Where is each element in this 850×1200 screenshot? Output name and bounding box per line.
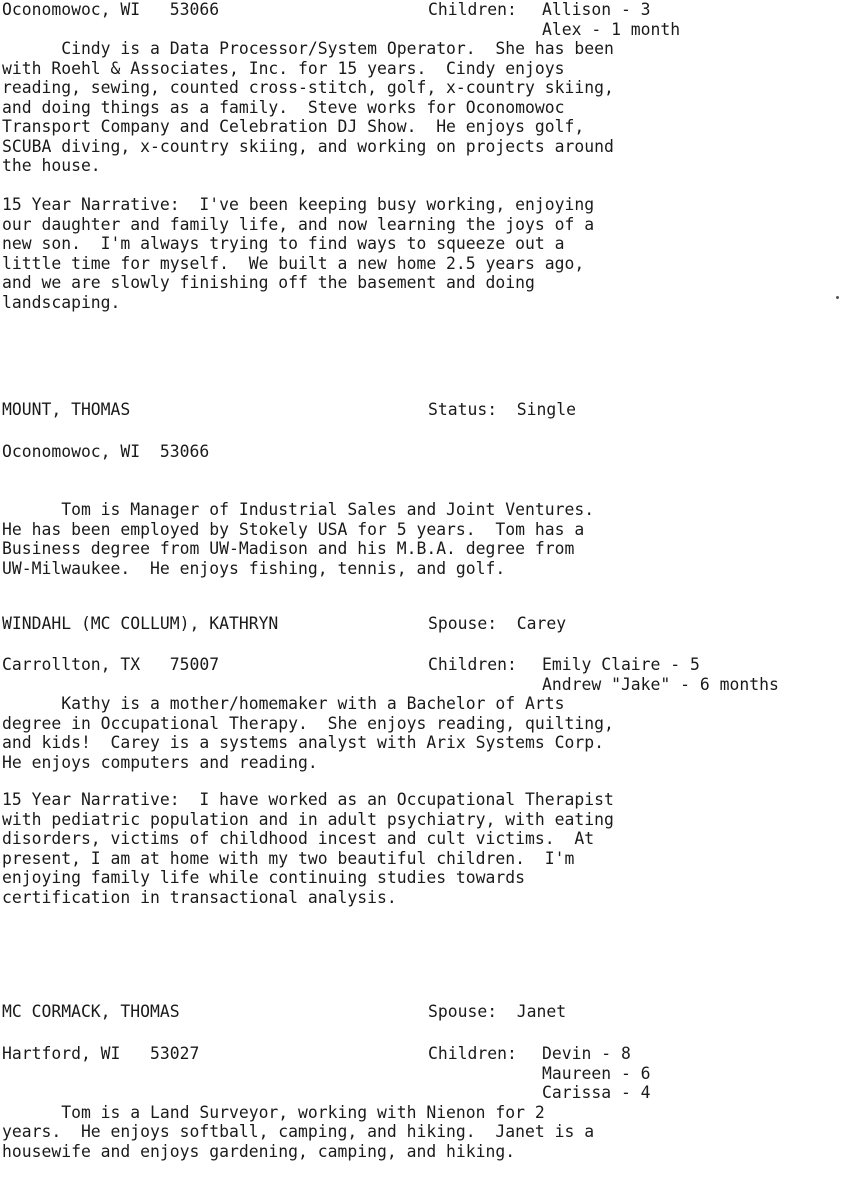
entry1-narrative: 15 Year Narrative: I've been keeping busy working, enjoying our daughter and family life, and now learning the joys of a new son. I'm always trying to find ways to squeeze out a little time for myself. We built a new home 2.5 years ago, and we are slowly finishing off the basement and doing landscaping. (2, 195, 595, 312)
entry1-bio: Cindy is a Data Processor/System Operator. She has been with Roehl & Associates, Inc. for 15 years. Cindy enjoys reading, sewing, counted cross-stitch, golf, x-country skiing, and doing things as a family. Steve works for Oconomowoc Transport Company and Celebration DJ Show. He enjoys golf, SCUBA diving, x-country skiing, and working on projects around the house. (2, 39, 614, 175)
entry3-child-1: Emily Claire - 5 (542, 655, 700, 674)
entry4-city: Hartford, WI 53027 (2, 1044, 200, 1063)
entry4-child-2: Maureen - 6 (542, 1063, 651, 1083)
entry4-name: MC CORMACK, THOMAS (2, 1002, 180, 1021)
entry3-children-label: Children: (428, 655, 517, 674)
entry2-city: Oconomowoc, WI 53066 (2, 442, 210, 461)
entry3-bio: Kathy is a mother/homemaker with a Bachelor of Arts degree in Occupational Therapy. She enjoys reading, quilting, and kids! Carey is a systems analyst with Arix Systems Corp. He enjoys computers and reading. (2, 694, 614, 772)
entry4-bio: Tom is a Land Surveyor, working with Nienon for 2 years. He enjoys softball, camping, and hiking. Janet is a housewife and enjoys gardening, camping, and hiking. (2, 1102, 595, 1161)
entry2-status: Status: Single (428, 400, 577, 419)
entry3-city: Carrollton, TX 75007 (2, 655, 220, 674)
entry2-bio: Tom is Manager of Industrial Sales and Joint Ventures. He has been employed by Stokely USA for 5 years. Tom has a Business degree from UW-Madison and his M.B.A. degree from UW-Milwaukee. He enjoys fishing, tennis, and golf. (2, 500, 595, 578)
entry3-spouse: Spouse: Carey (428, 614, 567, 633)
entry3-narrative: 15 Year Narrative: I have worked as an Occupational Therapist with pediatric population and in adult psychiatry, with eating disorders, victims of childhood incest and cult victims. At present, I am at home with my two beautiful children. I'm enjoying family life while continuing studies towards certification in transactional analysis. (2, 790, 614, 907)
stray-mark (836, 296, 839, 299)
entry1-child-1: Allison - 3 (542, 0, 651, 19)
entry1-city: Oconomowoc, WI 53066 (2, 0, 220, 19)
entry4-child-3: Carissa - 4 (542, 1083, 651, 1102)
entry3-name: WINDAHL (MC COLLUM), KATHRYN (2, 614, 279, 633)
entry2-name: MOUNT, THOMAS (2, 400, 131, 419)
entry4-child-1: Devin - 8 (542, 1044, 631, 1063)
entry1-children-label: Children: (428, 0, 517, 19)
entry3-child-2: Andrew "Jake" - 6 months (542, 674, 779, 694)
entry4-children-label: Children: (428, 1044, 517, 1063)
entry4-spouse: Spouse: Janet (428, 1002, 567, 1021)
entry1-child-2: Alex - 1 month (542, 19, 681, 39)
